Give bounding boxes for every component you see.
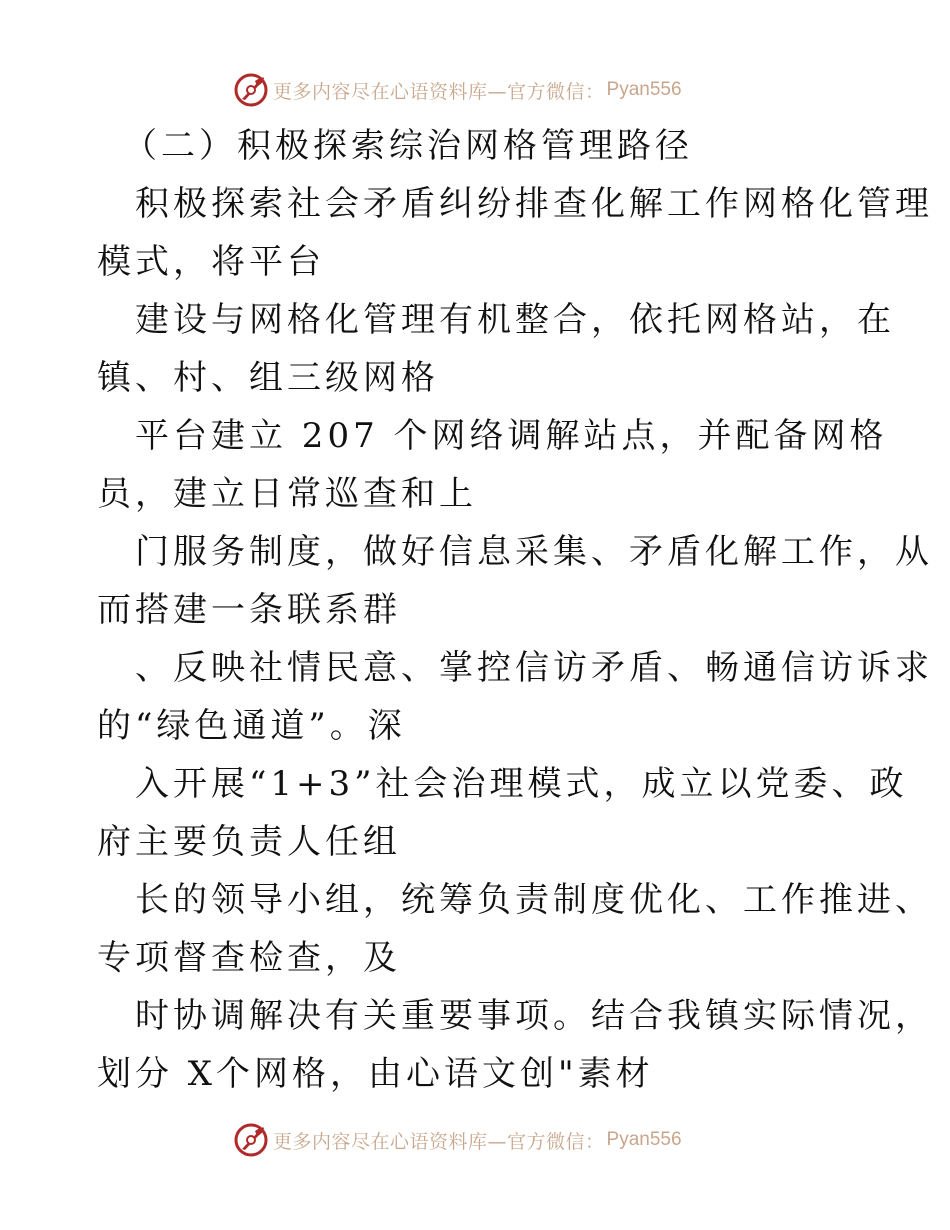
paragraph-line: 平台建立 207 个网络调解站点，并配备网格 <box>135 416 888 456</box>
paragraph-line: 积极探索社会矛盾纠纷排查化解工作网格化管理 <box>135 184 933 224</box>
paragraph-line: 建设与网格化管理有机整合，依托网格站，在 <box>135 300 895 340</box>
quill-logo-icon <box>233 1122 269 1158</box>
paragraph-line: 、反映社情民意、掌控信访矛盾、畅通信访诉求 <box>135 648 933 688</box>
paragraph-line: 镇、村、组三级网格 <box>97 358 439 398</box>
paragraph-line: 门服务制度，做好信息采集、矛盾化解工作，从 <box>135 532 933 572</box>
watermark-wechat-id: Pyan556 <box>606 79 682 100</box>
watermark-promo-text: 更多内容尽在心语资料库—官方微信： <box>273 1130 605 1153</box>
paragraph-line: 员，建立日常巡查和上 <box>97 474 477 514</box>
watermark-banner-bottom <box>233 1120 682 1160</box>
paragraph-line: 专项督查检查，及 <box>97 938 401 978</box>
paragraph-line: 入开展“1+3”社会治理模式，成立以党委、政 <box>135 764 908 804</box>
paragraph-line: 的“绿色通道”。深 <box>97 706 406 746</box>
watermark-banner-top <box>233 70 682 110</box>
watermark-promo-text: 更多内容尽在心语资料库—官方微信： <box>273 80 605 103</box>
paragraph-line: 长的领导小组，统筹负责制度优化、工作推进、 <box>135 880 933 920</box>
section-heading: （二）积极探索综治网格管理路径 <box>123 126 693 166</box>
paragraph-line: 时协调解决有关重要事项。结合我镇实际情况， <box>135 996 933 1036</box>
document-body <box>97 117 933 1103</box>
quill-logo-icon <box>233 72 269 108</box>
paragraph-line: 划分 X个网格，由心语文创"素材 <box>97 1054 654 1094</box>
paragraph-line: 府主要负责人任组 <box>97 822 401 862</box>
paragraph-line: 模式，将平台 <box>97 242 325 282</box>
watermark-wechat-id: Pyan556 <box>606 1129 682 1150</box>
paragraph-line: 而搭建一条联系群 <box>97 590 401 630</box>
